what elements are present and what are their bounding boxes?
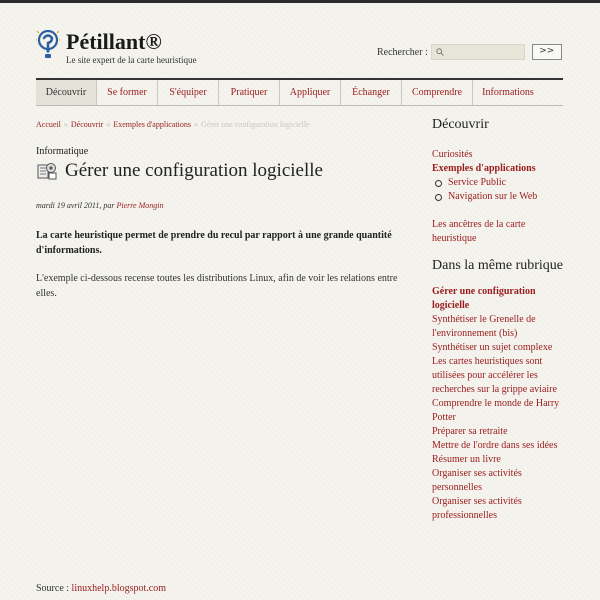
sidebar-sublink-label: Service Public xyxy=(448,177,507,188)
lightbulb-question-icon xyxy=(36,30,60,60)
source-label: Source : xyxy=(36,583,70,594)
search-icon xyxy=(436,48,444,56)
article-category: Informatique xyxy=(36,146,89,157)
nav-item-echanger[interactable]: Échanger xyxy=(341,80,402,105)
rubrique-link[interactable]: Organiser ses activités professionnelles xyxy=(432,496,522,521)
page-title: Gérer une configuration logicielle xyxy=(65,160,323,181)
breadcrumb-decouvrir[interactable]: Découvrir xyxy=(70,120,104,129)
sidebar-heading-rubrique: Dans la même rubrique xyxy=(432,258,564,273)
sidebar-heading-decouvrir: Découvrir xyxy=(432,117,489,132)
source-link[interactable]: linuxhelp.blogspot.com xyxy=(71,583,166,594)
nav-item-pratiquer[interactable]: Pratiquer xyxy=(219,80,280,105)
rubrique-link[interactable]: Synthétiser un sujet complexe xyxy=(432,342,553,353)
search-input[interactable] xyxy=(446,46,522,58)
rubrique-link[interactable]: Synthétiser le Grenelle de l'environnement (bis) xyxy=(432,314,536,339)
site-name: Pétillant® xyxy=(66,29,162,54)
rubrique-link[interactable]: Préparer sa retraite xyxy=(432,426,508,437)
nav-item-appliquer[interactable]: Appliquer xyxy=(280,80,341,105)
article-body: L'exemple ci-dessous recense toutes les distributions Linux, afin de voir les relations entre elles. xyxy=(36,273,398,299)
software-config-icon xyxy=(36,160,58,182)
logo-text xyxy=(66,30,196,65)
site-tagline: Le site expert de la carte heuristique xyxy=(66,55,197,65)
rubrique-link[interactable]: Comprendre le monde de Harry Potter xyxy=(432,398,560,423)
breadcrumb-separator: » xyxy=(63,120,68,129)
sidebar xyxy=(432,118,572,523)
rubrique-link[interactable]: Mettre de l'ordre dans ses idées xyxy=(432,440,558,451)
article-byline xyxy=(36,201,163,210)
breadcrumb-exemples[interactable]: Exemples d'applications xyxy=(113,120,191,129)
sidebar-link-curiosites[interactable]: Curiosités xyxy=(432,149,473,160)
breadcrumb-separator: » xyxy=(106,120,111,129)
site-logo[interactable] xyxy=(36,30,196,65)
nav-item-decouvrir[interactable]: Découvrir xyxy=(36,80,97,105)
nav-item-comprendre[interactable]: Comprendre xyxy=(402,80,473,105)
sidebar-sublink-label: Navigation sur le Web xyxy=(448,191,538,202)
breadcrumb xyxy=(36,120,310,129)
breadcrumb-current: Gérer une configuration logicielle xyxy=(200,120,310,129)
rubrique-link-current[interactable]: Gérer une configuration logicielle xyxy=(432,286,536,311)
breadcrumb-separator: » xyxy=(193,120,198,129)
main-nav xyxy=(36,78,563,106)
title-row xyxy=(36,160,323,182)
nav-item-informations[interactable]: Informations xyxy=(482,87,534,98)
sidebar-link-exemples[interactable]: Exemples d'applications xyxy=(432,163,536,174)
sidebar-link-ancetres[interactable]: Les ancêtres de la carte heuristique xyxy=(432,219,526,244)
search-form xyxy=(377,44,562,60)
article-date: mardi 19 avril 2011, par xyxy=(36,201,115,210)
rubrique-link[interactable]: Résumer un livre xyxy=(432,454,501,465)
article-source xyxy=(36,583,166,594)
sidebar-sublink-navigation[interactable] xyxy=(432,190,572,204)
search-label: Rechercher : xyxy=(377,46,428,58)
article-author-link[interactable]: Pierre Mongin xyxy=(116,201,164,210)
rubrique-link[interactable]: Organiser ses activités personnelles xyxy=(432,468,522,493)
search-box[interactable] xyxy=(431,44,525,60)
search-submit-button[interactable]: >> xyxy=(532,44,562,60)
bullet-icon xyxy=(435,194,442,201)
article-lead: La carte heuristique permet de prendre du recul par rapport à une grande quantité d'informations. xyxy=(36,230,392,256)
nav-item-se-former[interactable]: Se former xyxy=(97,80,158,105)
sidebar-sublink-service-public[interactable] xyxy=(432,176,572,190)
breadcrumb-accueil[interactable]: Accueil xyxy=(36,120,61,129)
nav-item-s-equiper[interactable]: S'équiper xyxy=(158,80,219,105)
bullet-icon xyxy=(435,180,442,187)
rubrique-link[interactable]: Les cartes heuristiques sont utilisées pour accélérer les recherches sur la grippe aviaire xyxy=(432,356,557,395)
